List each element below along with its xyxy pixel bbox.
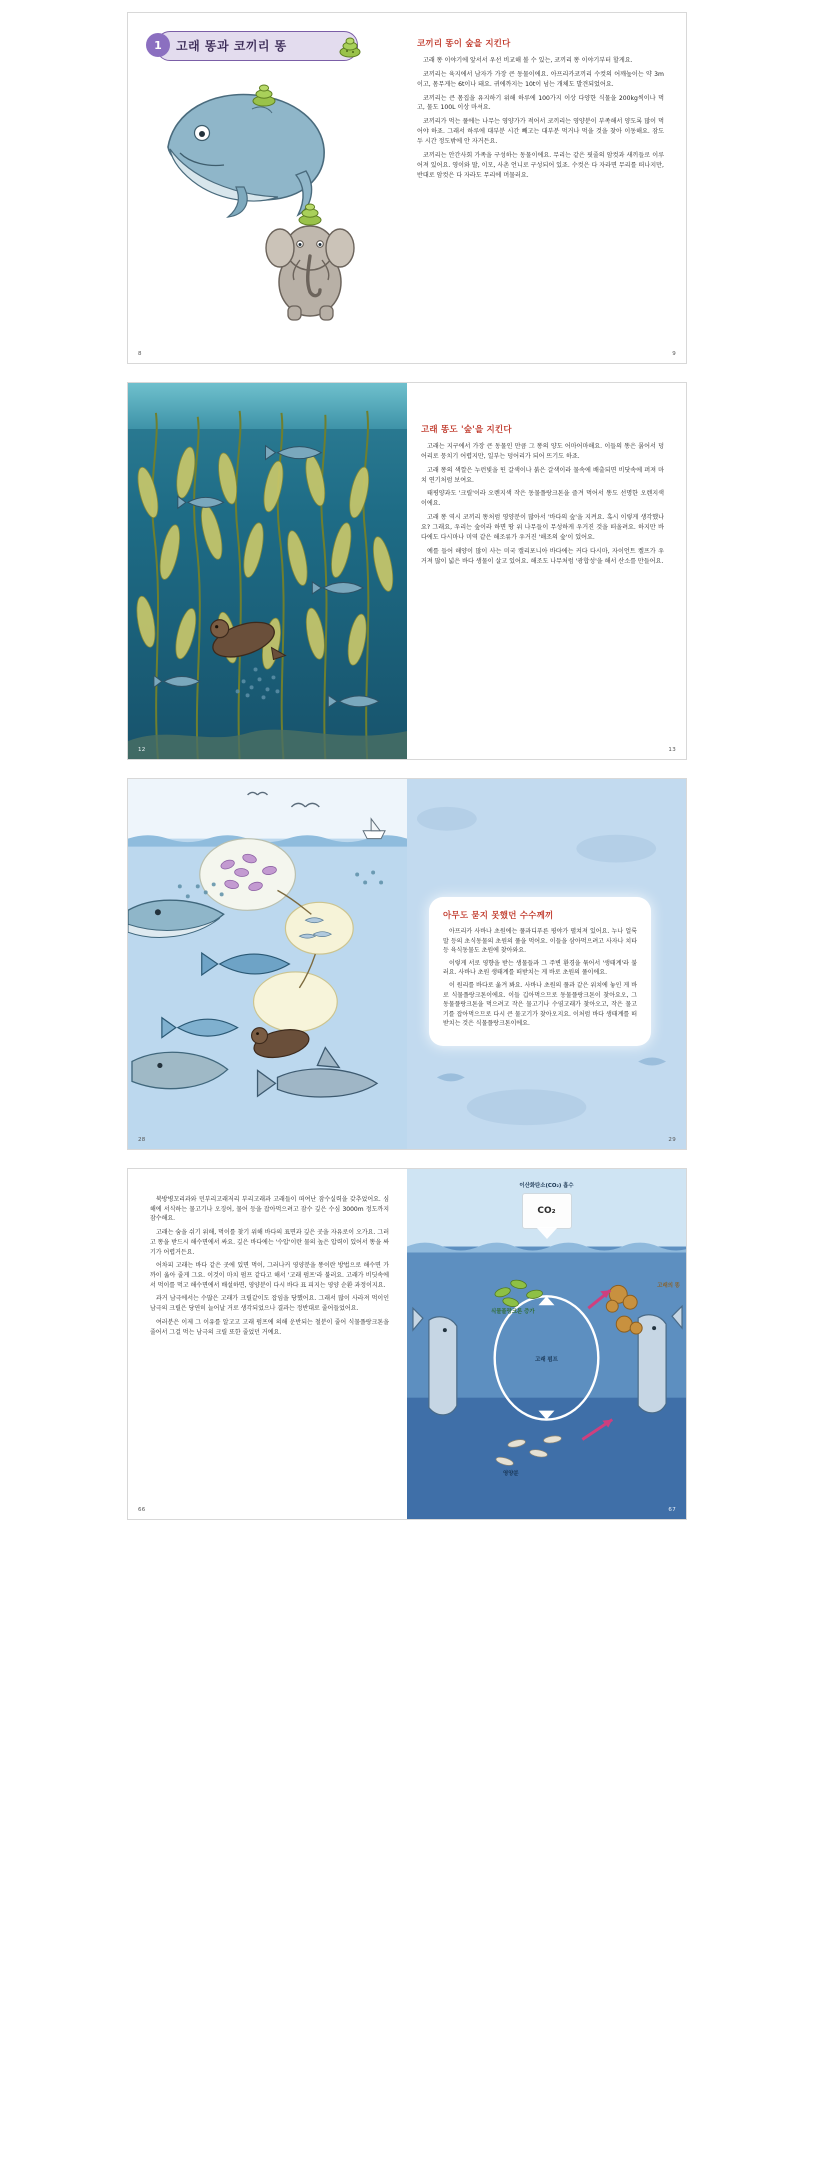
spread-1: [127, 12, 687, 364]
article-callout-box: [429, 897, 651, 1046]
chapter-title: 고래 똥과 코끼리 똥: [176, 38, 287, 53]
article-heading: 아무도 묻지 못했던 수수께끼: [443, 911, 554, 921]
article-body: [150, 1195, 389, 1337]
chapter-banner: [146, 31, 361, 61]
folio-left: 66: [138, 1507, 146, 1513]
paragraph: 어차피 고래는 바다 같은 곳에 있면 먹이, 그러나커 영양분을 똥이란 방법으로 해수면 가까이 옮아 줄게 그요. 이것이 마치 펌프 같다고 해서 '고래 펌프'라 불러요. 고래가 비딧속에서 먹이를 먹고 해수면에서 배설하면, 영양분이 다시 바다 표 피지는 영양 순환 과정이지요.: [150, 1262, 389, 1289]
food-web-svg: [128, 779, 407, 1149]
paragraph: 여러분은 이제 그 이유를 알고고 고래 펌프에 의해 운반되는 철분이 줄어 식물플랑크톤을 줄어서 그걸 먹는 남극의 크릴 또한 줄었던 거예요.: [150, 1318, 389, 1336]
spread-4-right-page: [407, 1169, 686, 1519]
paragraph: 코끼리가 먹는 풀에는 나무는 영양가가 적어서 코끼리는 영양분이 부족해서 양도록 많이 먹어야 하죠. 그래서 하루에 대부분 시간 빼고는 대부분 먹거나 먹을 것을 찾아 이동해요. 잠도 두 시간 정도밖에 안 자거든요.: [417, 118, 664, 146]
paragraph: 코끼리는 큰 몸집을 유지하기 위해 하루에 100가지 이상 다양한 식물을 200kg씩이나 먹고, 물도 100L 이상 마셔요.: [417, 94, 664, 112]
paragraph: 태평양과도 '크릴'이라 오렌지색 작은 동물플랑크톤을 즐겨 먹어서 똥도 선명한 오렌지색이에요.: [421, 490, 664, 508]
spread-2-right-page: [407, 383, 686, 759]
paragraph: 이렇게 서로 영향을 받는 생물들과 그 주변 환경을 묶어서 '생태계'라 불러요. 사바나 초원 생태계를 떠받치는 게 바로 초원의 풀이에요.: [443, 959, 637, 977]
folio-right: 29: [668, 1137, 676, 1143]
folio-right: 67: [668, 1507, 676, 1513]
folio-right: 9: [672, 351, 676, 357]
folio-left: 28: [138, 1137, 146, 1143]
paragraph: 아프리카 사바나 초원에는 풀과디푸른 평야가 펼쳐져 있어요. 누나 얼룩말 등의 초식동물의 초원의 풀을 먹어요. 이들을 삼아먹으려고 사자나 치타 등 육식동물도 초원에 찾아와요.: [443, 928, 637, 955]
label-nutrient: 영양분: [503, 1471, 519, 1477]
article-heading: 고래 똥도 '숲'을 지킨다: [421, 425, 512, 435]
co2-box: [522, 1193, 572, 1229]
folio-left: 12: [138, 747, 146, 753]
spread-1-left-page: [128, 13, 407, 363]
spread-2-left-page: [128, 383, 407, 759]
spread-3-left-page: [128, 779, 407, 1149]
paragraph: 고래 똥의 색깔은 누런빛을 띤 갈색이나 붉은 갈색이라 물속에 배출되면 비닷속에 퍼져 마치 연기처럼 보여요.: [421, 466, 664, 484]
paragraph: 코끼리는 육지에서 남자가 가장 큰 동물이에요. 아프리카코끼리 수컷의 어깨높이는 약 3m이고, 몸무게는 6t이나 돼요. 귀에까지는 10t이 넘는 개체도 발견되었어요.: [417, 70, 664, 88]
article-heading: 코끼리 똥이 숲을 지킨다: [417, 39, 511, 49]
paragraph: 코끼리는 안간사회 가족을 구성하는 동물이에요. 무리는 같은 핏줄의 암컷과 새끼들로 이루어져 있어요. 영이와 딸, 이모, 사촌 언니로 구성되어 있죠. 수컷은 다 자라면 무리를 떠나지만, 반대로 암컷은 다 자라도 무리에 머물러요.: [417, 151, 664, 179]
paragraph: 고래 똥 역시 코끼리 똥처럼 영양분이 많아서 '바다의 숲'을 지켜요. 혹시 이렇게 생각했나요? 그래요, 우리는 숲이라 하면 땅 위 나무들이 무성하게 우거진 것을 떠올려요. 하지만 바다에도 다시마나 미역 같은 해조류가 우거진 '해조의 숲'이 있어요.: [421, 514, 664, 541]
spread-4: [127, 1168, 687, 1520]
paragraph: 북방병꼬리과와 민부리고래저리 부리고래과 고래들이 떠여난 잠수실력을 갖추었어요. 심해에 서식하는 물고기나 오징어, 물어 등을 잡아먹으려고 잠수 깊은 수심 3000m 정도까지 잠수해요.: [150, 1196, 389, 1223]
article-body: [421, 442, 664, 566]
spread-1-right-page: [407, 13, 686, 363]
poop-icon: [337, 32, 363, 58]
label-phytoplankton: 식물플랑크톤 증가: [491, 1309, 535, 1315]
elephant-illustration: [246, 198, 376, 328]
co2-label: CO₂: [537, 1206, 556, 1216]
co2-down-arrow: [536, 1227, 558, 1239]
spread-3: [127, 778, 687, 1150]
folio-left: 8: [138, 351, 142, 357]
label-whale-pump: 고래 펌프: [535, 1357, 558, 1363]
spread-4-left-page: [128, 1169, 407, 1519]
diagram-title: 이산화탄소(CO₂) 흡수: [519, 1183, 574, 1189]
paragraph: 이 원리를 바다로 옮겨 봐요. 사바나 초원의 풀과 같은 위치에 놓인 게 바로 식물플랑크톤이에요. 이들 깁아먹으므로 동물플랑크톤이 찾아요오, 그 동물플랑크톤을 먹으려고 작은 물고기나 수염고래가 찾아오고, 작은 물고기를 잡아먹으므로 다시 큰 물고기가 찾아오지요. 이처럼 바다 생태계를 떠받치는 것은 식물플랑크톤이에요.: [443, 981, 637, 1028]
kelp-scene-svg: [128, 383, 407, 759]
label-whale-feces: 고래의 똥: [657, 1283, 680, 1289]
spread-3-right-page: [407, 779, 686, 1149]
paragraph: 예를 들어 해양이 많이 사는 미국 캘리포니아 바다에는 커다 다시마, 자이언트 켈프가 우거져 많이 넓은 바다 생물이 살고 있어요. 해조도 나무처럼 '광합성'을 해서 산소를 만들어요.: [421, 547, 664, 565]
kelp-forest-illustration: [128, 383, 407, 759]
food-web-illustration: [128, 779, 407, 1149]
paragraph: 고래는 지구에서 가장 큰 동물인 만큼 그 똥의 양도 어마어마해요. 이들의 똥은 묽어서 덩어리로 뭉치기 어렵지만, 일부는 덩어리가 되어 뜨기도 하죠.: [421, 443, 664, 460]
folio-right: 13: [668, 747, 676, 753]
paragraph: 과거 남극에서는 수많은 고래가 크릴같이도 잡임을 당했어요. 그래서 많이 사라져 먹이인 남극의 크릴은 당연히 늘어날 거로 생각되었으나 결과는 정반대로 줄어들었어요.: [150, 1295, 389, 1313]
paragraph: 고래는 숨을 쉬기 위해, 먹이를 찾기 위해 바다의 표면과 깊은 곳을 자유로이 오가요. 그러고 똥을 받드시 해수면에서 싸요. 깊은 바다에는 '수압'이란 물의 높은 압력이 있어서 똥을 싸기가 어렵거든요.: [150, 1229, 389, 1256]
paragraph: 고래 똥 이야기에 앞서서 우선 비교해 볼 수 있는, 코끼리 똥 이야기부터 할게요.: [423, 57, 633, 64]
spread-2: [127, 382, 687, 760]
whale-pump-diagram: [407, 1169, 686, 1519]
chapter-number: 1: [146, 33, 170, 57]
article-body: [417, 56, 664, 180]
